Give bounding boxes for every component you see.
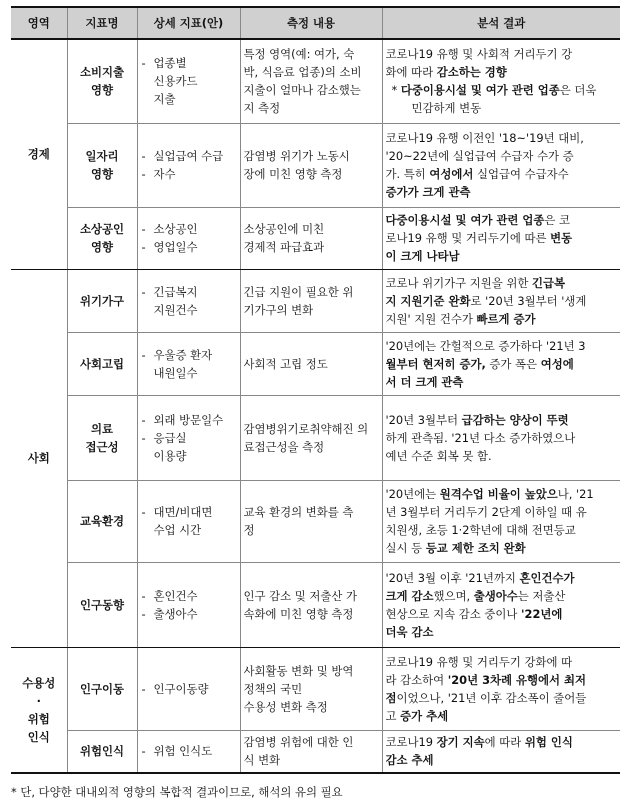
result-text: 화에 따라 xyxy=(385,65,437,80)
result-text: 하게 관측됨. '21년 다소 증가하였으나 xyxy=(385,430,576,445)
indicator-name xyxy=(67,269,137,332)
measure-line: 사회적 고립 정도 xyxy=(243,356,328,371)
analysis-result xyxy=(382,207,620,269)
indicator-label-line: 영향 xyxy=(90,240,113,254)
result-line xyxy=(386,129,618,147)
detail-item-line: 수업 시간 xyxy=(153,523,202,537)
detail-list xyxy=(142,742,236,760)
measure-line: 수용성 변화 측정 xyxy=(243,699,328,714)
emphasis-text: 서 더 크게 관측 xyxy=(385,374,464,389)
detail-list xyxy=(142,220,236,256)
indicator-name xyxy=(67,480,137,562)
analysis-result xyxy=(382,395,620,480)
area-society: 사회 xyxy=(11,269,67,647)
measure-line: 긴급 지원이 필요한 위 xyxy=(243,284,354,299)
result-text: '20년에는 간헐적으로 증가하다 '21년 3 xyxy=(385,338,586,353)
detail-item xyxy=(142,165,236,183)
detail-indicator xyxy=(137,395,240,480)
area-acceptance-risk xyxy=(11,647,67,773)
result-line xyxy=(386,229,618,247)
result-text: '20년에는 xyxy=(385,487,440,501)
detail-list xyxy=(142,346,236,382)
measure-line: 식 변화 xyxy=(243,753,281,768)
detail-indicator xyxy=(137,207,240,269)
analysis-result xyxy=(382,123,620,207)
detail-list xyxy=(142,503,236,539)
result-line xyxy=(386,587,618,605)
measure-content xyxy=(240,207,382,269)
measure-line: 장에 미친 영향 측정 xyxy=(243,167,343,181)
indicator-label-line: 소비지출 xyxy=(79,65,124,80)
emphasis-text: 이 크게 나타남 xyxy=(385,249,460,263)
header-indicator: 지표명 xyxy=(67,7,137,39)
emphasis-text: 변동 xyxy=(550,231,573,245)
table-row xyxy=(11,395,620,480)
result-line xyxy=(386,373,618,391)
result-text: 실시 등 xyxy=(385,541,426,555)
indicator-name xyxy=(67,39,137,123)
measure-line: 감염병 위기가 노동시 xyxy=(243,149,350,163)
indicator-name xyxy=(67,332,137,395)
emphasis-text: 다중이용시설 및 여가 관련 업종 xyxy=(385,213,545,227)
result-line xyxy=(386,183,618,201)
emphasis-text: 크게 감소 xyxy=(385,588,434,603)
emphasis-text: 지 지원기준 완화 xyxy=(385,293,471,308)
table-row xyxy=(11,269,620,332)
indicator-table xyxy=(11,6,620,774)
measure-line: 료접근성을 측정 xyxy=(243,439,325,454)
measure-line: 감염병위기로취약해진 의 xyxy=(243,421,369,436)
detail-item xyxy=(142,147,236,165)
result-text: 나, '21 xyxy=(557,487,594,501)
result-line xyxy=(386,503,618,521)
result-line xyxy=(392,81,618,99)
emphasis-text: 장기 지속 xyxy=(436,735,485,750)
measure-line: 교육 환경의 변화를 측 xyxy=(243,505,354,519)
detail-item-line: - 대면/비대면 xyxy=(153,505,213,519)
emphasis-text: 등교 제한 조치 완화 xyxy=(425,541,526,555)
indicator-name xyxy=(67,730,137,773)
result-text: 이었으나, '21년 이후 감소폭이 줄어들 xyxy=(396,690,587,705)
emphasis-text: 긴급복 xyxy=(532,275,566,290)
analysis-result xyxy=(382,730,620,773)
detail-item-line: - 우울증 환자 xyxy=(153,347,213,362)
result-line xyxy=(386,485,618,503)
footnote: * 단, 다양한 대내외적 영향의 복합적 결과이므로, 해석의 유의 필요 xyxy=(11,785,343,799)
detail-item-line: - 출생아수 xyxy=(153,606,198,621)
analysis-result xyxy=(382,562,620,647)
result-text: 라 감소하여 xyxy=(385,672,448,687)
measure-content xyxy=(240,269,382,332)
result-line xyxy=(386,274,618,292)
detail-item-line: - 소상공인 xyxy=(153,222,198,236)
measure-line: 소상공인에 미친 xyxy=(243,222,325,236)
emphasis-text: 급감하는 양상이 뚜렷 xyxy=(461,412,569,427)
emphasis-text: 출생아수 xyxy=(473,588,518,603)
area-label-line: · xyxy=(36,693,41,708)
result-text: 코로나19 유행 및 거리두기 강화에 따 xyxy=(385,654,573,669)
detail-item xyxy=(142,220,236,238)
result-line xyxy=(386,165,618,183)
indicator-name xyxy=(67,562,137,647)
area-economy: 경제 xyxy=(11,39,67,269)
analysis-result xyxy=(382,332,620,395)
result-text: 로 '20년 3월부터 '생계 xyxy=(470,293,587,308)
detail-item xyxy=(142,680,236,698)
result-line xyxy=(386,671,618,689)
emphasis-text: 월부터 현저히 증가, xyxy=(385,356,486,371)
analysis-result xyxy=(382,480,620,562)
emphasis-text: 위험 인식 xyxy=(524,735,573,750)
measure-line: 속화에 미친 영향 측정 xyxy=(243,606,354,621)
analysis-result xyxy=(382,39,620,123)
indicator-label-line: 인구동향 xyxy=(79,597,124,612)
result-text: 코로나 위기가구 지원을 위한 xyxy=(385,275,533,290)
table-row xyxy=(11,123,620,207)
emphasis-text: 다중이용시설 및 여가 관련 업종 xyxy=(400,83,560,98)
detail-item xyxy=(142,411,236,429)
indicator-label-line: 일자리 xyxy=(85,149,119,163)
result-line xyxy=(386,707,618,725)
emphasis-text: 원격수업 비율이 높았으 xyxy=(439,487,558,501)
result-line xyxy=(386,45,618,63)
result-text: '20년 3월부터 xyxy=(385,412,462,427)
result-line xyxy=(386,623,618,641)
detail-item xyxy=(142,346,236,382)
indicator-name xyxy=(67,123,137,207)
emphasis-text: 증가 추세 xyxy=(400,708,449,723)
detail-list xyxy=(142,411,236,465)
indicator-label-line: 소상공인 xyxy=(79,222,124,236)
detail-indicator xyxy=(137,123,240,207)
measure-line: 특정 영역(예: 여가, 숙 xyxy=(243,47,355,62)
measure-content xyxy=(240,395,382,480)
measure-content xyxy=(240,480,382,562)
measure-line: 인구 감소 및 저출산 가 xyxy=(243,588,358,603)
area-label-line: 인식 xyxy=(27,729,50,744)
emphasis-text: 여성에서 xyxy=(429,167,474,181)
result-line xyxy=(386,63,618,81)
analysis-result xyxy=(382,269,620,332)
measure-content xyxy=(240,123,382,207)
detail-indicator xyxy=(137,39,240,123)
emphasis-text: 감소하는 경향 xyxy=(436,65,507,80)
result-line xyxy=(386,247,618,265)
header-detail: 상세 지표(안) xyxy=(137,7,240,39)
result-line xyxy=(386,653,618,671)
emphasis-text: 점 xyxy=(385,690,397,705)
detail-indicator xyxy=(137,480,240,562)
table-row xyxy=(11,480,620,562)
measure-line: 지출이 얼마나 감소했는 xyxy=(243,83,361,98)
detail-item-line: 지출 xyxy=(153,92,176,107)
detail-indicator xyxy=(137,562,240,647)
detail-item-line: - 위험 인식도 xyxy=(153,744,213,759)
area-label-line: 위험 xyxy=(27,711,50,726)
header-result: 분석 결과 xyxy=(382,7,620,39)
result-text: '20년 3월 이후 '21년까지 xyxy=(385,570,520,585)
result-line xyxy=(386,539,618,557)
table-row xyxy=(11,730,620,773)
result-text: 은 더욱 xyxy=(559,83,597,98)
detail-list xyxy=(142,283,236,319)
detail-item-line: - 외래 방문일수 xyxy=(153,412,224,427)
result-text: 가. 특히 xyxy=(385,167,430,181)
detail-item xyxy=(142,238,236,256)
detail-item-line: - 긴급복지 xyxy=(153,284,198,299)
result-text: 했으며, xyxy=(433,588,474,603)
result-text: 년 3월부터 거리두기 2단계 이하일 때 유 xyxy=(385,505,587,519)
indicator-label-line: 인구이동 xyxy=(79,681,124,696)
result-line xyxy=(386,337,618,355)
measure-content xyxy=(240,39,382,123)
result-note xyxy=(386,81,618,117)
result-text: 지원' 지원 건수가 xyxy=(385,311,477,326)
result-text: 예년 수준 회복 못 함. xyxy=(385,448,492,463)
detail-item xyxy=(142,605,236,623)
measure-line: 기가구의 변화 xyxy=(243,302,314,317)
detail-item-line: - 응급실 xyxy=(153,430,187,445)
detail-item xyxy=(142,742,236,760)
result-text: * xyxy=(391,83,401,98)
result-line xyxy=(386,689,618,707)
indicator-label-line: 위험인식 xyxy=(79,744,124,759)
detail-item xyxy=(142,429,236,465)
indicator-label-line: 영향 xyxy=(90,167,113,181)
table-row xyxy=(11,207,620,269)
result-line xyxy=(386,310,618,328)
analysis-result xyxy=(382,647,620,730)
result-text: 치원생, 초등 1·2학년에 대해 전면등교 xyxy=(385,523,576,537)
emphasis-text: 더욱 감소 xyxy=(385,624,434,639)
result-line xyxy=(386,355,618,373)
measure-line: 감염병 위험에 대한 인 xyxy=(243,735,354,750)
result-text: 코로나19 유행 및 사회적 거리두기 강 xyxy=(385,47,573,62)
indicator-name xyxy=(67,207,137,269)
result-line xyxy=(386,411,618,429)
detail-item-line: 이용량 xyxy=(153,448,187,463)
result-line xyxy=(386,751,618,769)
measure-line: 박, 식음료 업종)의 소비 xyxy=(243,65,362,80)
table-row xyxy=(11,332,620,395)
table-row xyxy=(11,647,620,730)
detail-item-line: - 혼인건수 xyxy=(153,588,198,603)
result-line xyxy=(386,147,618,165)
indicator-label-line: 위기가구 xyxy=(79,293,124,308)
detail-indicator xyxy=(137,647,240,730)
detail-indicator xyxy=(137,332,240,395)
result-line xyxy=(392,99,618,117)
table-header xyxy=(11,7,620,39)
detail-item-line: - 영업일수 xyxy=(153,240,198,254)
measure-line: 정책의 국민 xyxy=(243,681,303,696)
measure-line: 정 xyxy=(243,523,255,537)
detail-list xyxy=(142,147,236,183)
detail-list xyxy=(142,680,236,698)
measure-content xyxy=(240,730,382,773)
result-text: '20~22년에 실업급여 수급자 수가 증 xyxy=(385,149,574,163)
emphasis-text: 여성에 xyxy=(540,356,574,371)
table-row xyxy=(11,562,620,647)
result-line xyxy=(386,569,618,587)
emphasis-text: 빠르게 증가 xyxy=(476,311,536,326)
result-text: 은 코 xyxy=(544,213,571,227)
measure-content xyxy=(240,647,382,730)
indicator-name xyxy=(67,395,137,480)
emphasis-text: 감소 추세 xyxy=(385,753,434,768)
result-line xyxy=(386,521,618,539)
result-text: 코로나19 유행 이전인 '18~'19년 대비, xyxy=(385,131,584,145)
measure-content xyxy=(240,562,382,647)
result-line xyxy=(386,292,618,310)
detail-list xyxy=(142,587,236,623)
detail-item-line: 지원건수 xyxy=(153,302,198,317)
result-text: 실업급여 수급자수 xyxy=(473,167,569,181)
result-text: 민감하게 변동 xyxy=(411,101,482,116)
indicator-name xyxy=(67,647,137,730)
result-text: 현상으로 지속 감소 중이나 xyxy=(385,606,522,621)
detail-item-line: - 인구이동량 xyxy=(153,681,209,696)
result-text: 고 xyxy=(385,708,401,723)
measure-content xyxy=(240,332,382,395)
result-text: 코로나19 xyxy=(385,735,437,750)
indicator-label-line: 영향 xyxy=(90,83,113,98)
detail-list xyxy=(142,54,236,108)
result-text: 는 저출산 xyxy=(517,588,566,603)
measure-line: 지 측정 xyxy=(243,101,281,116)
header-area: 영역 xyxy=(11,7,67,39)
detail-item-line: - 업종별 xyxy=(153,56,187,71)
emphasis-text: '20년 3차례 유행에서 최저 xyxy=(447,672,586,687)
result-line xyxy=(386,733,618,751)
detail-item xyxy=(142,54,236,108)
detail-indicator xyxy=(137,269,240,332)
emphasis-text: 증가가 크게 관측 xyxy=(385,185,471,199)
result-text: 증가 폭은 xyxy=(485,356,541,371)
area-label-line: 수용성 xyxy=(22,675,56,690)
result-line xyxy=(386,211,618,229)
detail-item-line: 내원일수 xyxy=(153,365,198,380)
emphasis-text: '22년에 xyxy=(521,606,563,621)
measure-line: 경제적 파급효과 xyxy=(243,240,325,254)
result-line xyxy=(386,605,618,623)
detail-item-line: 신용카드 xyxy=(153,74,198,89)
result-text: 에 따라 xyxy=(484,735,525,750)
detail-item-line: - 자수 xyxy=(153,167,176,181)
indicator-label-line: 의료 xyxy=(90,421,113,436)
detail-item xyxy=(142,283,236,319)
header-measure: 측정 내용 xyxy=(240,7,382,39)
table-row xyxy=(11,39,620,123)
indicator-label-line: 교육환경 xyxy=(79,514,124,528)
indicator-label-line: 접근성 xyxy=(85,439,119,454)
result-text: 로나19 유행 및 거리두기에 따른 xyxy=(385,231,551,245)
measure-line: 사회활동 변화 및 방역 xyxy=(243,663,354,678)
detail-item xyxy=(142,503,236,539)
detail-indicator xyxy=(137,730,240,773)
detail-item xyxy=(142,587,236,605)
emphasis-text: 혼인건수가 xyxy=(519,570,575,585)
detail-item-line: - 실업급여 수급 xyxy=(153,149,224,163)
indicator-label-line: 사회고립 xyxy=(79,356,124,371)
result-line xyxy=(386,429,618,447)
result-line xyxy=(386,447,618,465)
